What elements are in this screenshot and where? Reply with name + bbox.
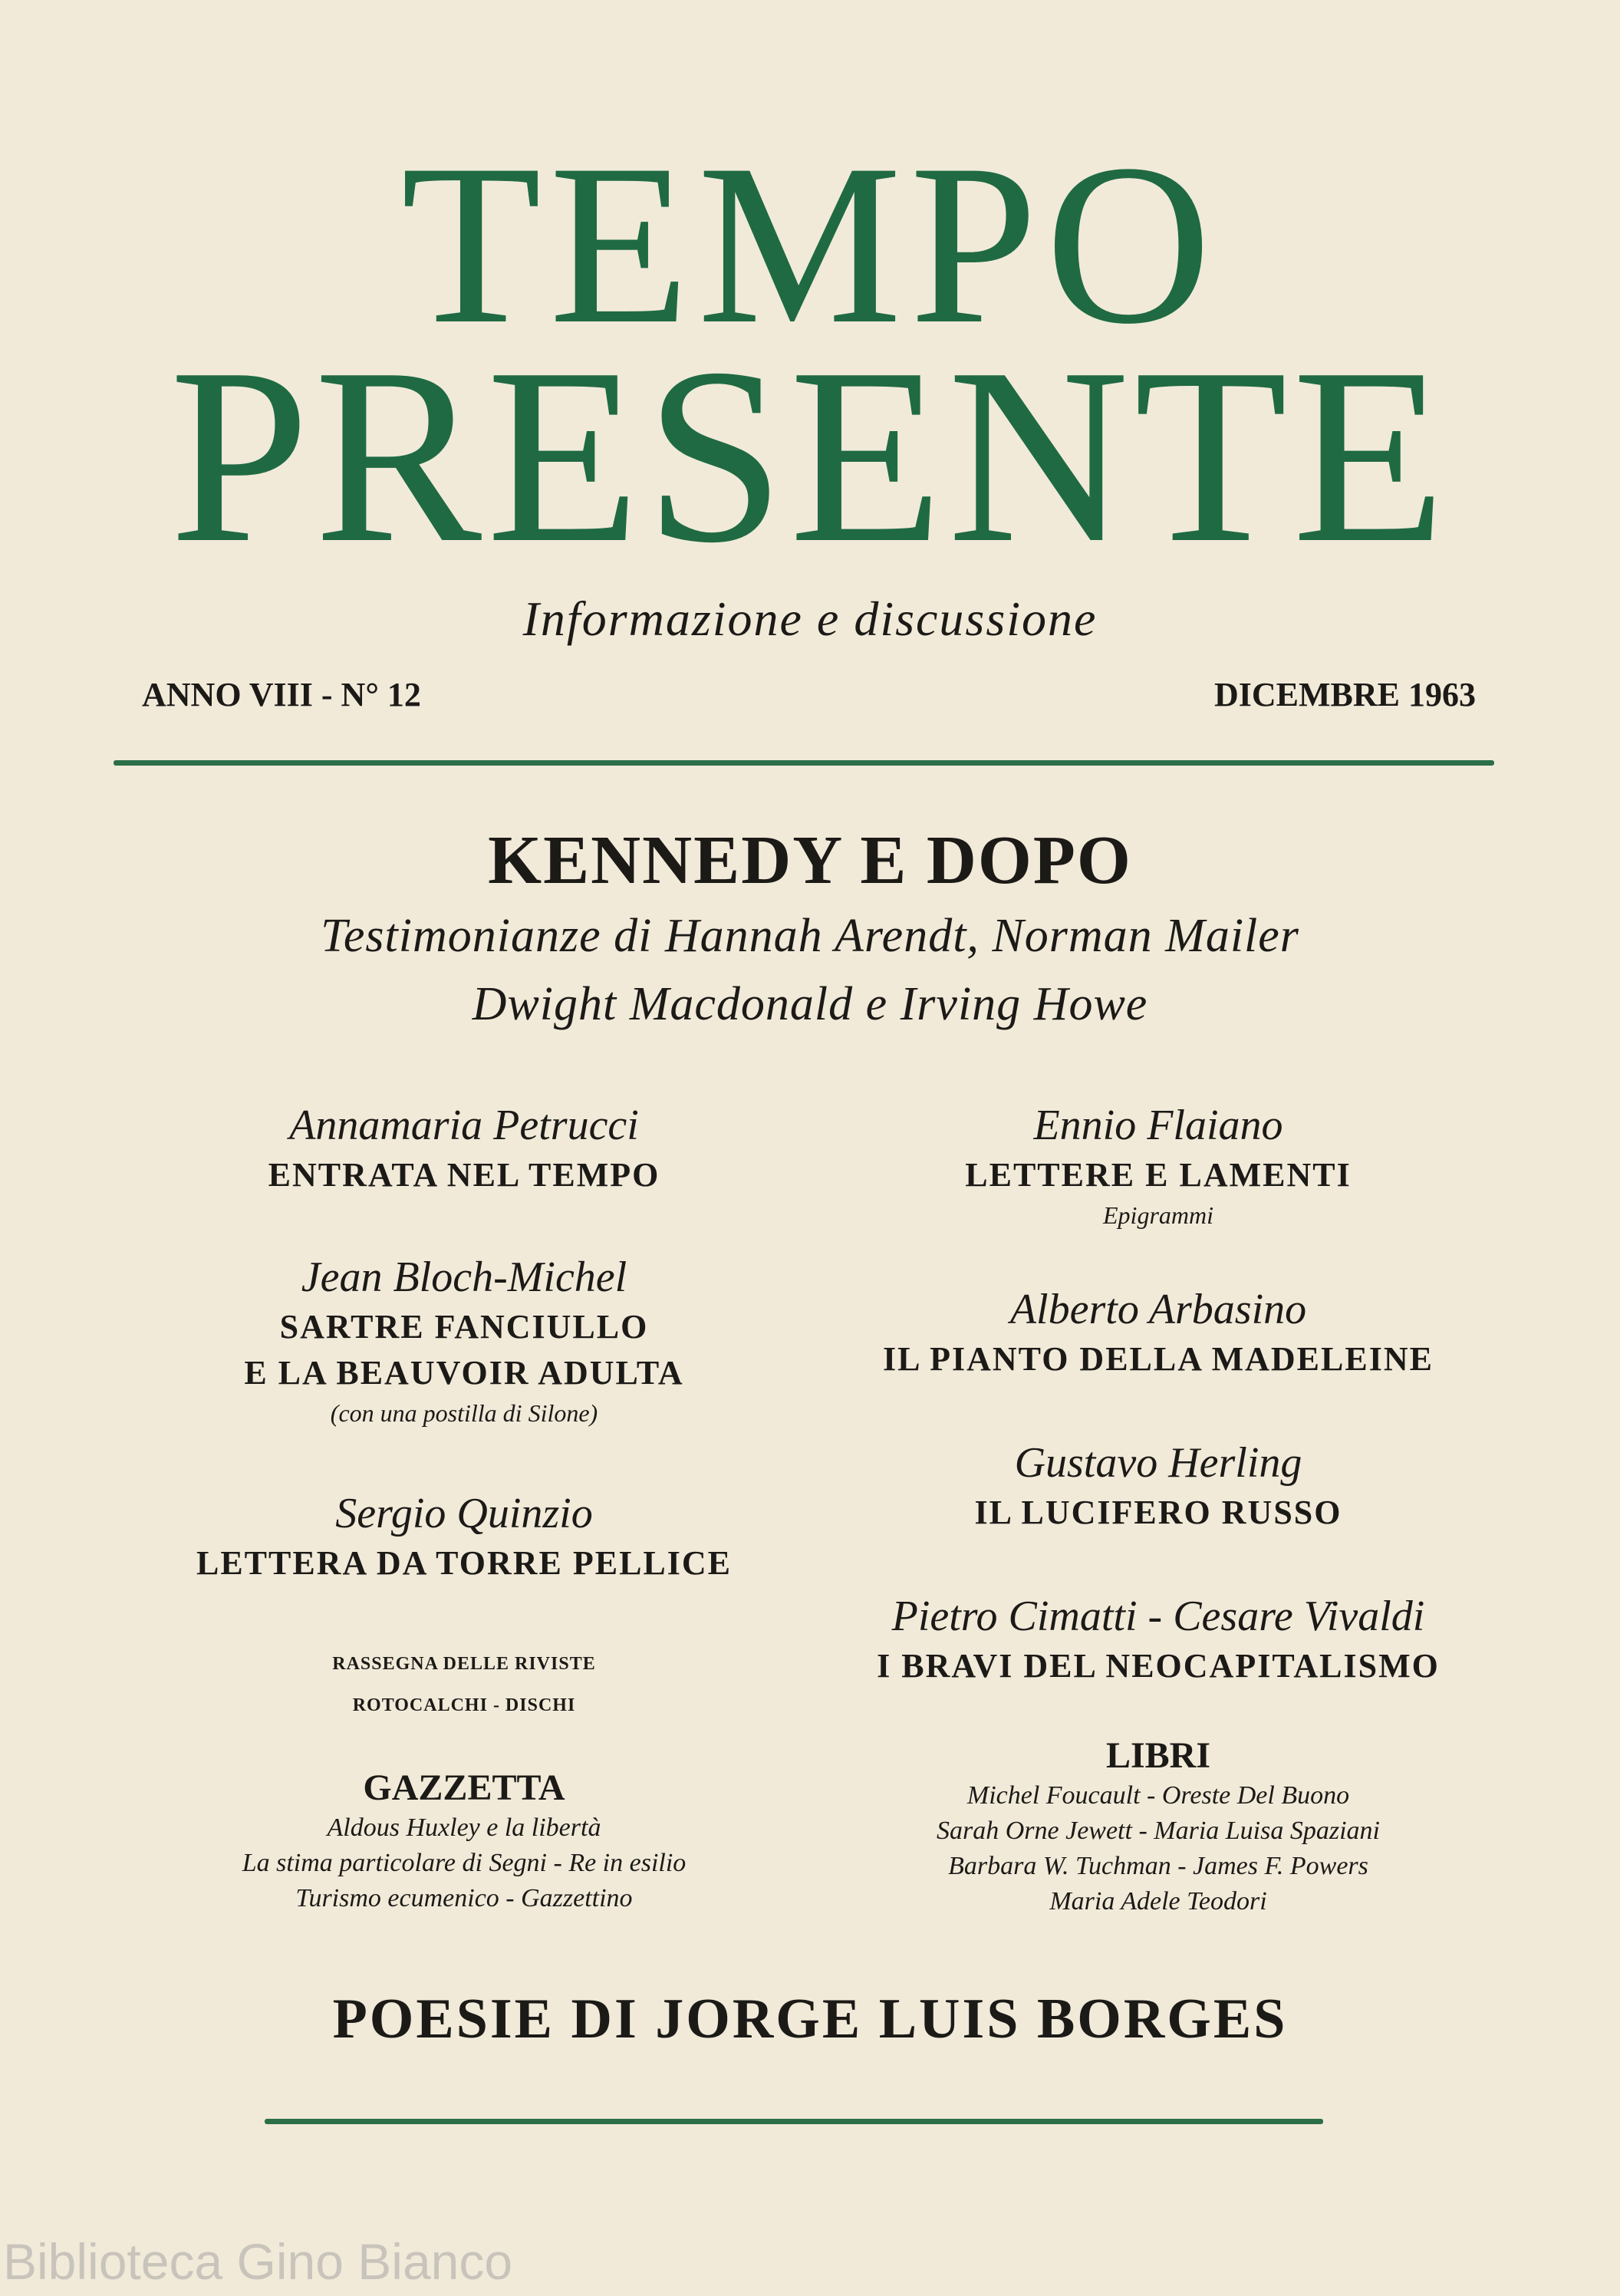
author-name: Jean Bloch-Michel: [301, 1253, 627, 1301]
author-name: Annamaria Petrucci: [289, 1102, 639, 1149]
masthead-subtitle: Informazione e discussione: [522, 591, 1098, 646]
borges-headline: POESIE DI JORGE LUIS BORGES: [332, 1988, 1288, 2051]
gazzetta-section: [138, 1766, 790, 1916]
right-entry-herling: [828, 1436, 1488, 1536]
libri-line: Michel Foucault - Oreste Del Buono: [966, 1781, 1350, 1810]
issue-volume: ANNO VIII - N° 12: [142, 676, 421, 713]
libri-line: Sarah Orne Jewett - Maria Luisa Spaziani: [937, 1817, 1380, 1845]
gazzetta-line: La stima particolare di Segni - Re in esilio: [242, 1849, 687, 1877]
libri-section: [828, 1734, 1488, 1919]
masthead-line-1: TEMPO: [400, 117, 1220, 371]
author-name: Ennio Flaiano: [1033, 1102, 1283, 1149]
left-entry-quinzio: [138, 1487, 790, 1586]
author-name: Gustavo Herling: [1014, 1439, 1302, 1487]
feature-subtitle-line-1: Testimonianze di Hannah Arendt, Norman Mailer: [321, 910, 1299, 962]
article-title-line-1: SARTRE FANCIULLO: [279, 1308, 649, 1346]
article-title: I BRAVI DEL NEOCAPITALISMO: [877, 1647, 1440, 1685]
author-name: Sergio Quinzio: [335, 1490, 593, 1537]
article-title: LETTERE E LAMENTI: [965, 1156, 1352, 1194]
right-entry-flaiano: [828, 1099, 1488, 1232]
rassegna-line-1: RASSEGNA DELLE RIVISTE: [332, 1654, 596, 1674]
author-name: Alberto Arbasino: [1009, 1286, 1307, 1333]
gazzetta-line: Turismo ecumenico - Gazzettino: [295, 1884, 633, 1912]
library-watermark: Biblioteca Gino Bianco: [3, 2233, 513, 2290]
left-entry-bloch-michel: [138, 1250, 790, 1430]
right-entry-arbasino: [828, 1283, 1488, 1382]
article-title: IL PIANTO DELLA MADELEINE: [883, 1340, 1434, 1378]
article-title-line-2: E LA BEAUVOIR ADULTA: [244, 1354, 684, 1392]
rassegna-line-2: ROTOCALCHI - DISCHI: [352, 1695, 576, 1715]
article-note: (con una postilla di Silone): [330, 1399, 598, 1427]
feature-subtitle-line-2: Dwight Macdonald e Irving Howe: [472, 978, 1148, 1030]
gazzetta-line: Aldous Huxley e la libertà: [327, 1813, 601, 1842]
bottom-rule: [265, 2119, 1323, 2124]
article-title: IL LUCIFERO RUSSO: [974, 1494, 1342, 1531]
top-rule: [114, 760, 1494, 766]
article-title: LETTERA DA TORRE PELLICE: [196, 1544, 733, 1582]
libri-heading: LIBRI: [1105, 1735, 1211, 1776]
gazzetta-heading: GAZZETTA: [363, 1767, 565, 1808]
right-entry-cimatti-vivaldi: [828, 1589, 1488, 1689]
article-title: ENTRATA NEL TEMPO: [268, 1156, 660, 1194]
article-note: Epigrammi: [1103, 1201, 1213, 1229]
libri-line: Barbara W. Tuchman - James F. Powers: [948, 1852, 1368, 1880]
left-entry-petrucci: [138, 1099, 790, 1198]
issue-date: DICEMBRE 1963: [1213, 676, 1476, 713]
feature-title: KENNEDY E DOPO: [488, 822, 1132, 898]
masthead-line-2: PRESENTE: [170, 316, 1450, 595]
author-name: Pietro Cimatti - Cesare Vivaldi: [891, 1593, 1425, 1640]
rassegna-section: [138, 1643, 790, 1726]
libri-line: Maria Adele Teodori: [1049, 1887, 1267, 1916]
